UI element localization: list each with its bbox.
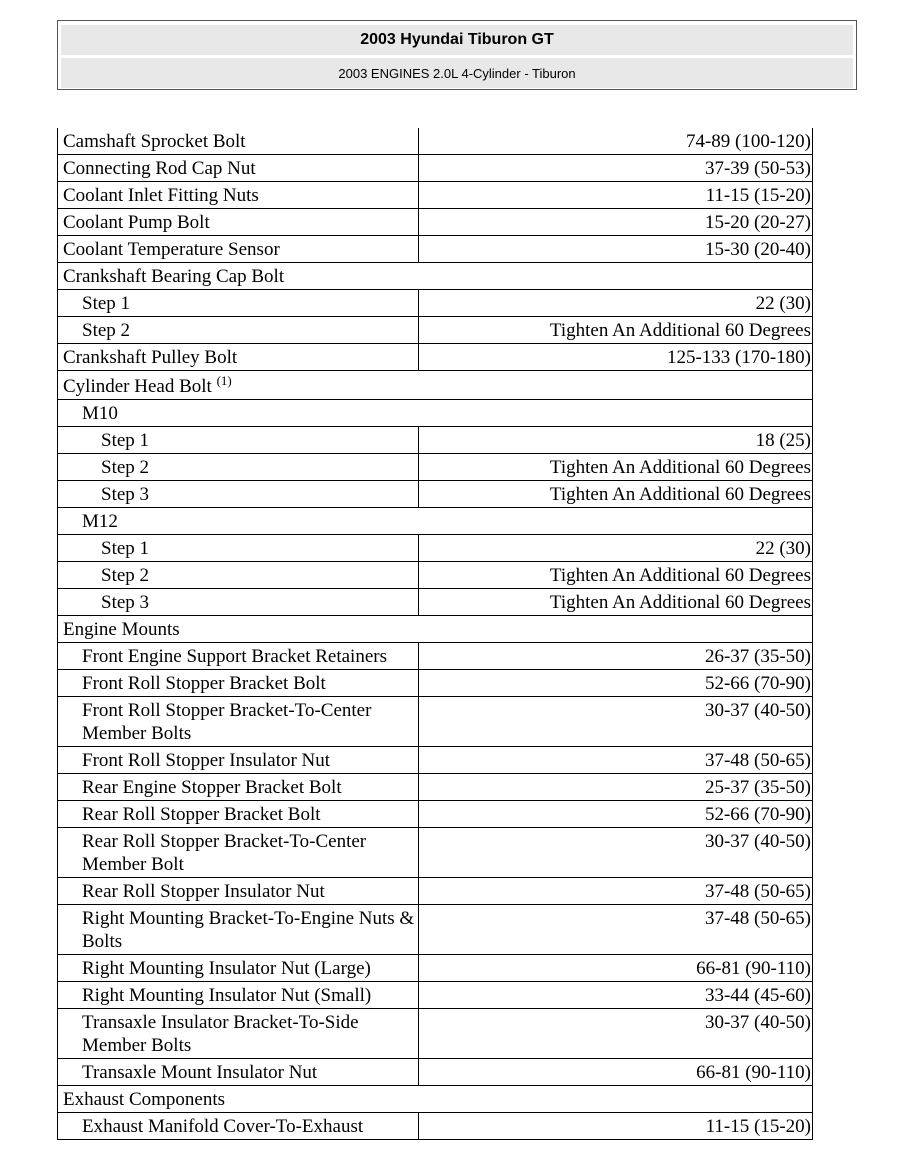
table-row [58, 828, 813, 878]
footnote-marker: (1) [216, 373, 232, 388]
row-value: 66-81 (90-110) [419, 1059, 813, 1086]
row-label: Crankshaft Pulley Bolt [58, 344, 419, 371]
row-label: Step 3 [58, 481, 419, 508]
row-value: Tighten An Additional 60 Degrees [419, 562, 813, 589]
table-row [58, 290, 813, 317]
row-value: 37-48 (50-65) [419, 747, 813, 774]
row-value: 22 (30) [419, 290, 813, 317]
row-label: Exhaust Components [58, 1086, 813, 1113]
document-header [57, 20, 857, 90]
row-label: Transaxle Mount Insulator Nut [58, 1059, 419, 1086]
row-label: Rear Engine Stopper Bracket Bolt [58, 774, 419, 801]
table-row [58, 801, 813, 828]
table-row [58, 535, 813, 562]
torque-spec-table [57, 128, 813, 1140]
row-value: 11-15 (15-20) [419, 182, 813, 209]
row-label: Rear Roll Stopper Insulator Nut [58, 878, 419, 905]
row-label: Coolant Pump Bolt [58, 209, 419, 236]
table-row [58, 128, 813, 155]
table-row [58, 670, 813, 697]
torque-spec-body [58, 128, 813, 1140]
row-label: Connecting Rod Cap Nut [58, 155, 419, 182]
table-row [58, 747, 813, 774]
row-label: Crankshaft Bearing Cap Bolt [58, 263, 813, 290]
section-row [58, 616, 813, 643]
row-value: 37-39 (50-53) [419, 155, 813, 182]
section-row [58, 1086, 813, 1113]
row-label: Step 1 [58, 290, 419, 317]
row-value: 25-37 (35-50) [419, 774, 813, 801]
row-label: Right Mounting Insulator Nut (Small) [58, 982, 419, 1009]
table-row [58, 1113, 813, 1140]
table-row [58, 905, 813, 955]
row-value: 52-66 (70-90) [419, 670, 813, 697]
row-value: 37-48 (50-65) [419, 878, 813, 905]
row-value: 74-89 (100-120) [419, 128, 813, 155]
table-row [58, 155, 813, 182]
document-subtitle: 2003 ENGINES 2.0L 4-Cylinder - Tiburon [61, 58, 853, 88]
row-label: Step 2 [58, 454, 419, 481]
row-value: 22 (30) [419, 535, 813, 562]
table-row [58, 454, 813, 481]
row-value: Tighten An Additional 60 Degrees [419, 317, 813, 344]
row-value: 30-37 (40-50) [419, 828, 813, 878]
table-row [58, 317, 813, 344]
section-row [58, 263, 813, 290]
table-row [58, 982, 813, 1009]
row-value: 66-81 (90-110) [419, 955, 813, 982]
row-value: 33-44 (45-60) [419, 982, 813, 1009]
row-label: Step 1 [58, 427, 419, 454]
table-row [58, 236, 813, 263]
table-row [58, 774, 813, 801]
row-value: 52-66 (70-90) [419, 801, 813, 828]
section-row [58, 371, 813, 400]
row-label: Step 2 [58, 317, 419, 344]
row-value: 15-30 (20-40) [419, 236, 813, 263]
table-row [58, 1059, 813, 1086]
row-value: 26-37 (35-50) [419, 643, 813, 670]
row-value: 15-20 (20-27) [419, 209, 813, 236]
row-label: Step 3 [58, 589, 419, 616]
row-label: Right Mounting Insulator Nut (Large) [58, 955, 419, 982]
table-row [58, 1009, 813, 1059]
table-row [58, 427, 813, 454]
table-row [58, 589, 813, 616]
row-label: Exhaust Manifold Cover-To-Exhaust [58, 1113, 419, 1140]
row-value: 18 (25) [419, 427, 813, 454]
row-label: Rear Roll Stopper Bracket-To-Center Member Bolt [58, 828, 419, 878]
row-value: Tighten An Additional 60 Degrees [419, 454, 813, 481]
table-row [58, 344, 813, 371]
row-label: Front Roll Stopper Insulator Nut [58, 747, 419, 774]
row-label: Rear Roll Stopper Bracket Bolt [58, 801, 419, 828]
row-label: Front Engine Support Bracket Retainers [58, 643, 419, 670]
row-label: Coolant Inlet Fitting Nuts [58, 182, 419, 209]
table-row [58, 209, 813, 236]
row-label: Camshaft Sprocket Bolt [58, 128, 419, 155]
row-value: 30-37 (40-50) [419, 1009, 813, 1059]
row-label: Right Mounting Bracket-To-Engine Nuts & Bolts [58, 905, 419, 955]
table-row [58, 955, 813, 982]
document-title: 2003 Hyundai Tiburon GT [61, 25, 853, 55]
row-value: 125-133 (170-180) [419, 344, 813, 371]
row-value: 11-15 (15-20) [419, 1113, 813, 1140]
table-row [58, 182, 813, 209]
table-row [58, 878, 813, 905]
row-value: Tighten An Additional 60 Degrees [419, 481, 813, 508]
row-label: Front Roll Stopper Bracket-To-Center Member Bolts [58, 697, 419, 747]
row-value: Tighten An Additional 60 Degrees [419, 589, 813, 616]
table-row [58, 481, 813, 508]
table-row [58, 643, 813, 670]
table-row [58, 697, 813, 747]
row-label: Coolant Temperature Sensor [58, 236, 419, 263]
section-row [58, 508, 813, 535]
row-label: Cylinder Head Bolt $^{(1)}$ [58, 371, 813, 400]
row-label: M12 [58, 508, 813, 535]
row-label: Engine Mounts [58, 616, 813, 643]
row-value: 30-37 (40-50) [419, 697, 813, 747]
row-value: 37-48 (50-65) [419, 905, 813, 955]
table-row [58, 562, 813, 589]
row-label: Front Roll Stopper Bracket Bolt [58, 670, 419, 697]
section-row [58, 400, 813, 427]
row-label: Step 2 [58, 562, 419, 589]
row-label: Transaxle Insulator Bracket-To-Side Member Bolts [58, 1009, 419, 1059]
row-label: Step 1 [58, 535, 419, 562]
row-label: M10 [58, 400, 813, 427]
